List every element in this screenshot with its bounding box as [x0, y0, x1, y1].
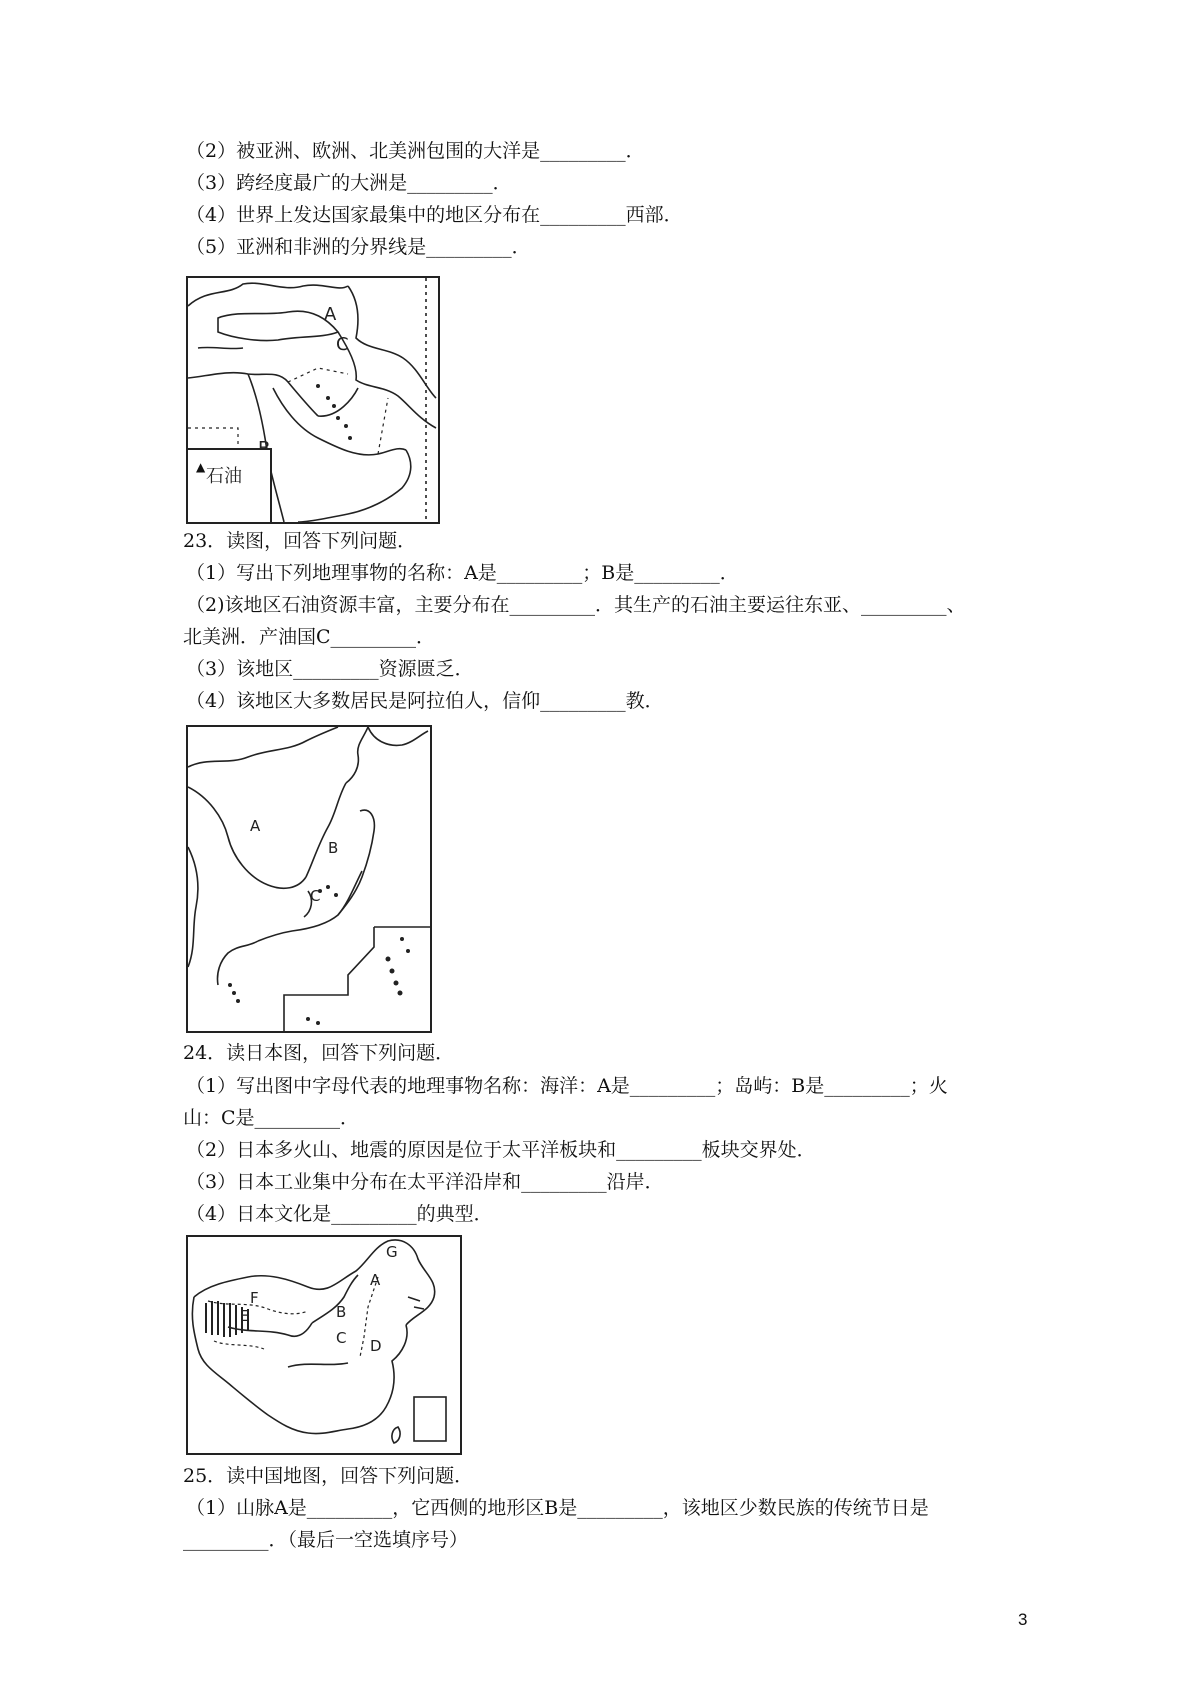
- q23-item-3: （3）该地区_________资源匮乏．: [186, 658, 474, 680]
- q22-item-5: （5）亚洲和非洲的分界线是_________．: [186, 236, 531, 258]
- q24-title: 24．读日本图，回答下列问题．: [183, 1042, 455, 1064]
- q23-title: 23．读图，回答下列问题．: [183, 530, 417, 552]
- page-number: 3: [1018, 1610, 1028, 1629]
- map-label-g: G: [386, 1243, 398, 1261]
- q25-item-1a: （1）山脉A是_________，它西侧的地形区B是_________，该地区少数民族的传统节日是: [186, 1497, 929, 1519]
- map-label-d: D: [370, 1337, 382, 1355]
- q25-item-1b: _________．（最后一空选填序号）: [183, 1529, 469, 1551]
- japan-map-drawing: [188, 727, 430, 1031]
- middle-east-map: [186, 276, 440, 524]
- q22-item-4: （4）世界上发达国家最集中的地区分布在_________西部．: [186, 204, 683, 226]
- map-label-c: C: [336, 1329, 347, 1347]
- legend-label-oil: 石油: [206, 466, 242, 487]
- q24-item-4: （4）日本文化是_________的典型．: [186, 1203, 493, 1225]
- map-legend: [186, 448, 272, 524]
- q23-item-1: （1）写出下列地理事物的名称：A是_________；B是_________．: [186, 562, 739, 584]
- q23-item-2a: （2)该地区石油资源丰富，主要分布在_________．其生产的石油主要运往东亚、_________、: [186, 594, 966, 616]
- q24-item-3: （3）日本工业集中分布在太平洋沿岸和_________沿岸．: [186, 1171, 664, 1193]
- china-map: [186, 1235, 462, 1455]
- china-map-drawing: [188, 1237, 460, 1453]
- map-label-b: B: [328, 839, 339, 857]
- map-label-e: E: [240, 1307, 250, 1325]
- q25-title: 25．读中国地图，回答下列问题．: [183, 1465, 474, 1487]
- map-label-c: C: [310, 887, 321, 905]
- q23-item-2b: 北美洲．产油国C_________．: [183, 626, 436, 648]
- map-label-f: F: [250, 1289, 259, 1307]
- map-label-a: A: [370, 1271, 381, 1289]
- q23-item-4: （4）该地区大多数居民是阿拉伯人，信仰_________教．: [186, 690, 664, 712]
- map-label-b: B: [336, 1303, 347, 1321]
- q22-item-2: （2）被亚洲、欧洲、北美洲包围的大洋是_________．: [186, 140, 645, 162]
- map-label-c: C: [336, 334, 349, 355]
- map-label-a: A: [250, 817, 261, 835]
- q22-item-3: （3）跨经度最广的大洲是_________．: [186, 172, 512, 194]
- q24-item-2: （2）日本多火山、地震的原因是位于太平洋板块和_________板块交界处．: [186, 1139, 816, 1161]
- q24-item-1b: 山：C是_________．: [183, 1107, 360, 1129]
- oil-triangle-icon: ▲: [196, 460, 206, 474]
- japan-map: [186, 725, 432, 1033]
- q24-item-1a: （1）写出图中字母代表的地理事物名称：海洋：A是_________；岛屿：B是_________；火: [186, 1075, 948, 1097]
- map-label-a: A: [324, 304, 337, 325]
